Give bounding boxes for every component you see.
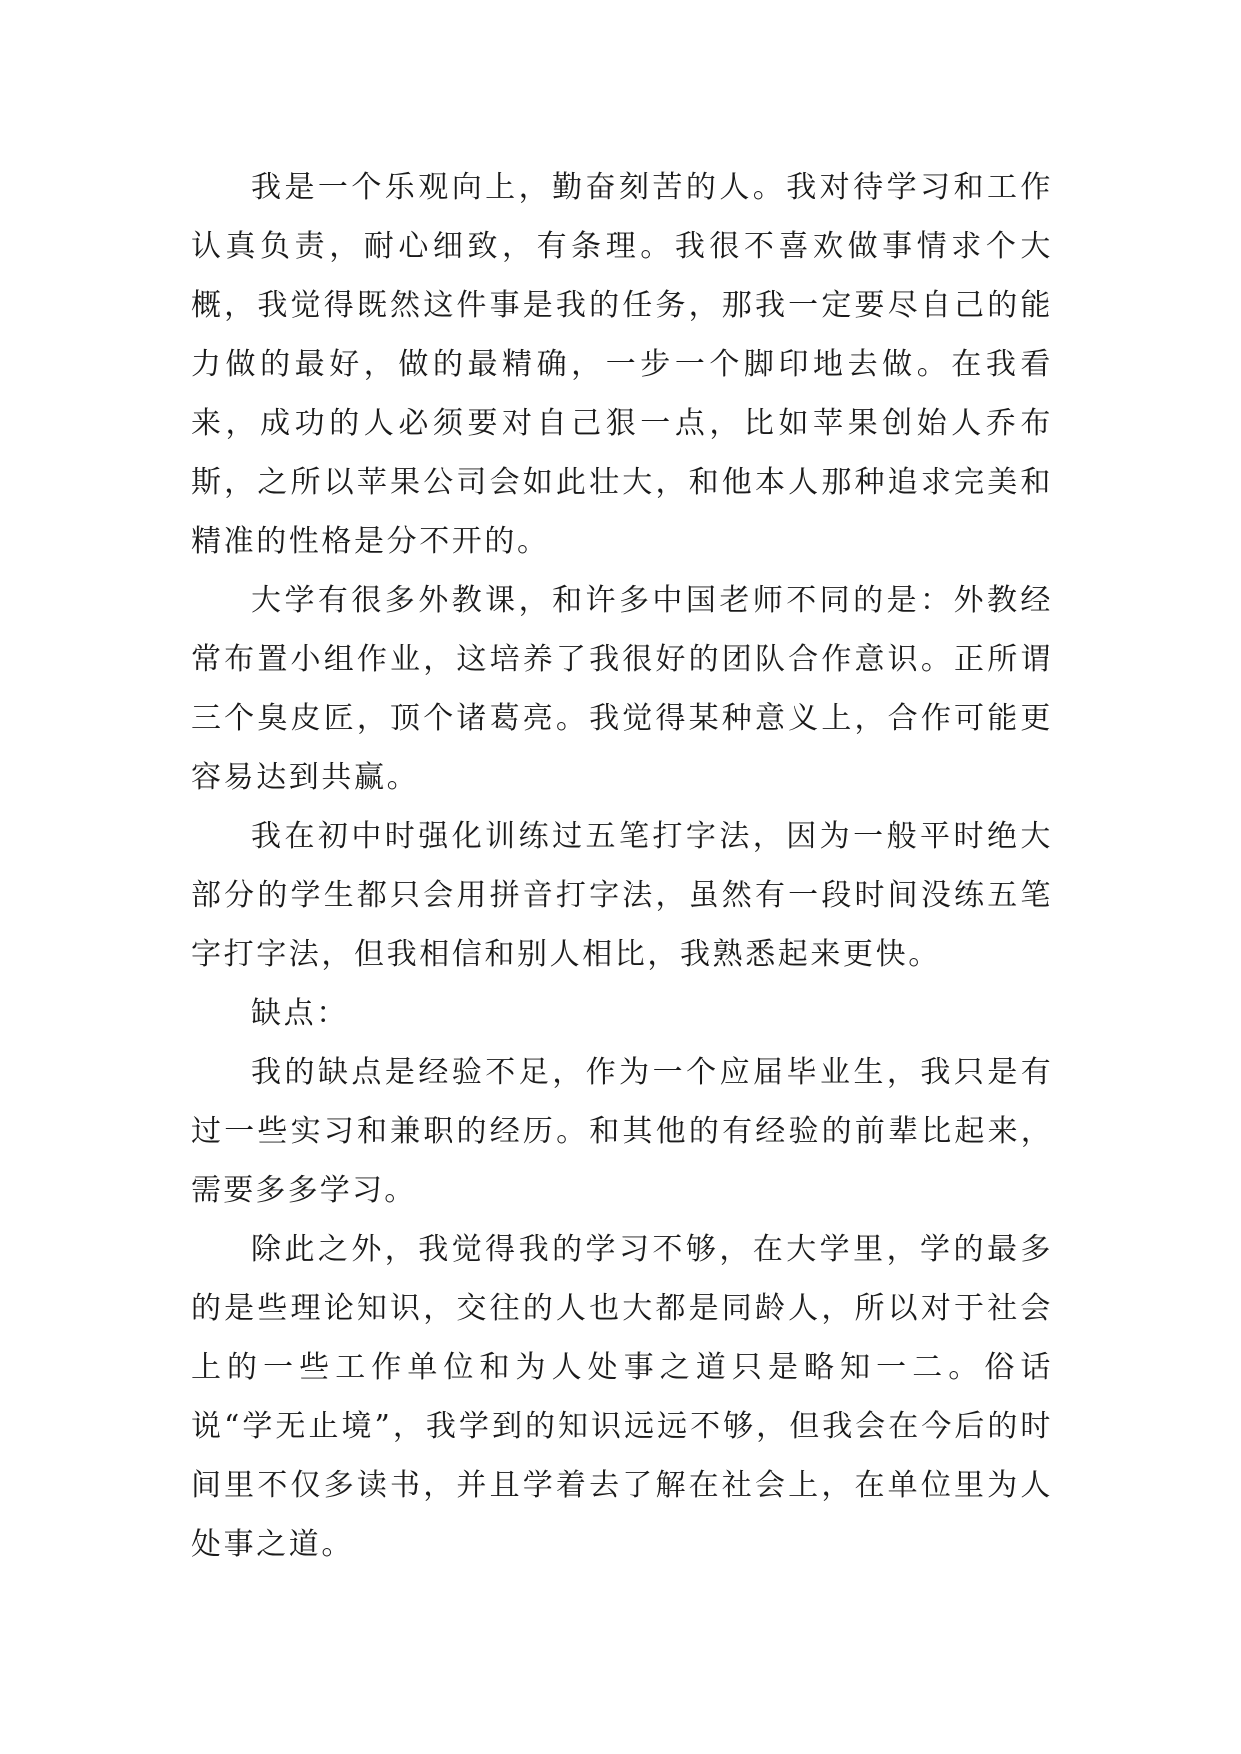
paragraph-teamwork: 大学有很多外教课，和许多中国老师不同的是：外教经常布置小组作业，这培养了我很好的团队合作意识。正所谓三个臭皮匠，顶个诸葛亮。我觉得某种意义上，合作可能更容易达到共赢。 <box>191 583 1053 795</box>
paragraph-weakness-heading: 缺点： <box>251 996 349 1031</box>
paragraph-typing-skill: 我在初中时强化训练过五笔打字法，因为一般平时绝大部分的学生都只会用拼音打字法，虽然有一段时间没练五笔字打字法，但我相信和别人相比，我熟悉起来更快。 <box>191 819 1053 972</box>
paragraph-learning: 除此之外，我觉得我的学习不够，在大学里，学的最多的是些理论知识，交往的人也大都是同龄人，所以对于社会上的一些工作单位和为人处事之道只是略知一二。俗话说“学无止境”，我学到的知识远远不够，但我会在今后的时间里不仅多读书，并且学着去了解在社会上，在单位里为人处事之道。 <box>191 1232 1053 1562</box>
document-body <box>191 158 1053 1574</box>
paragraph-personality: 我是一个乐观向上，勤奋刻苦的人。我对待学习和工作认真负责，耐心细致，有条理。我很不喜欢做事情求个大概，我觉得既然这件事是我的任务，那我一定要尽自己的能力做的最好，做的最精确，一步一个脚印地去做。在我看来，成功的人必须要对自己狠一点，比如苹果创始人乔布斯，之所以苹果公司会如此壮大，和他本人那种追求完美和精准的性格是分不开的。 <box>191 170 1053 559</box>
paragraph-experience: 我的缺点是经验不足，作为一个应届毕业生，我只是有过一些实习和兼职的经历。和其他的有经验的前辈比起来，需要多多学习。 <box>191 1055 1053 1208</box>
